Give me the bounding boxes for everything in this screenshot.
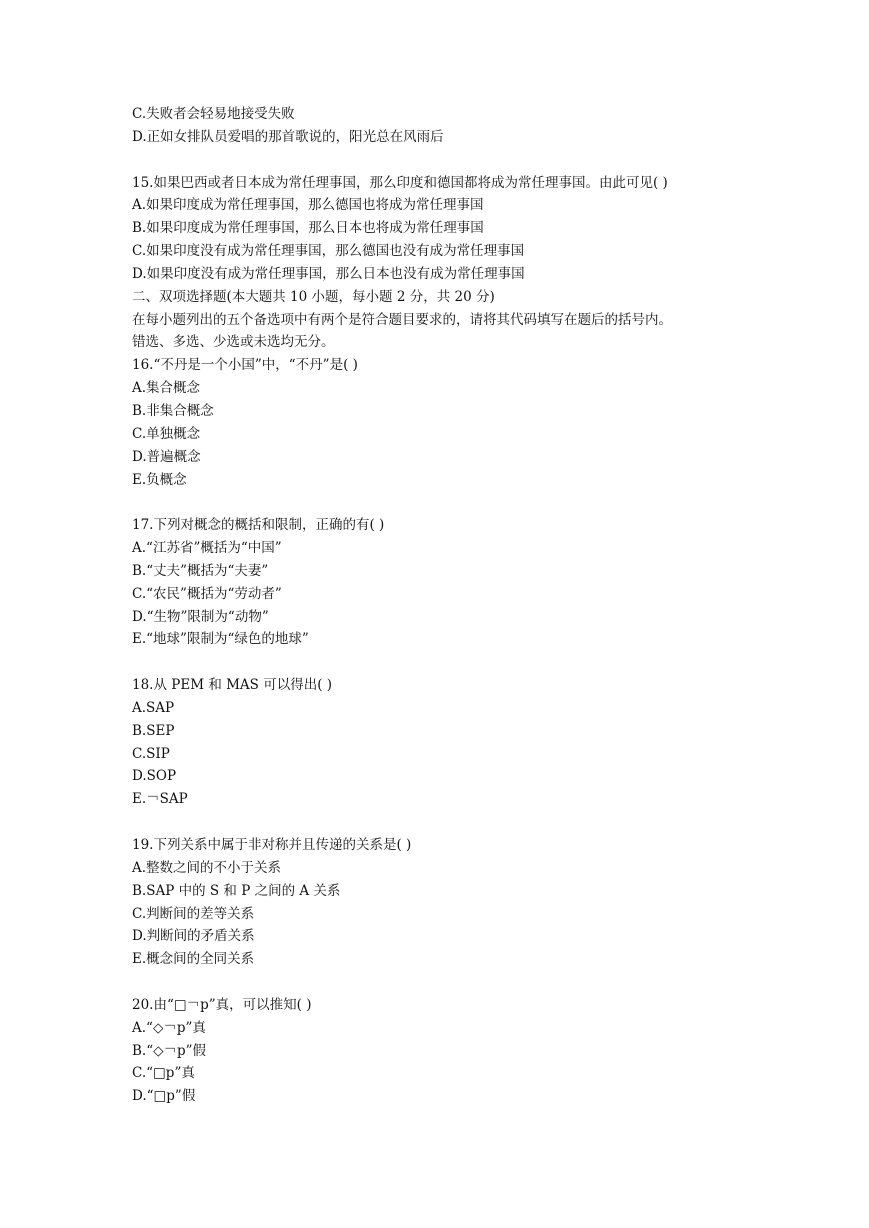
option-19-d: D.判断间的矛盾关系 [132,928,255,945]
option-16-a: A.集合概念 [132,380,201,397]
option-18-c: C.SIP [132,745,170,762]
spacer [132,149,832,172]
option-20-a: A.“◇￢p”真 [132,1019,206,1036]
question-16-stem: 16.“不丹是一个小国”中，“不丹”是( ) [132,357,358,374]
question-20-stem: 20.由“□￢p”真，可以推知( ) [132,996,312,1013]
option-18-a: A.SAP [132,699,175,716]
option-20-c: C.“□p”真 [132,1065,195,1082]
option-19-b: B.SAP 中的 S 和 P 之间的 A 关系 [132,882,341,899]
question-19-stem: 19.下列关系中属于非对称并且传递的关系是( ) [132,837,412,853]
option-15-b: B.如果印度成为常任理事国，那么日本也将成为常任理事国 [132,220,484,237]
spacer [132,971,832,994]
option-16-c: C.单独概念 [132,425,201,442]
option-17-b: B.“丈夫”概括为“夫妻” [132,562,269,579]
option-20-b: B.“◇￢p”假 [132,1042,207,1059]
section-2-instruction-line-1: 在每小题列出的五个备选项中有两个是符合题目要求的，请将其代码填写在题后的括号内。 [132,311,672,328]
option-16-b: B.非集合概念 [132,402,214,419]
question-17-stem: 17.下列对概念的概括和限制，正确的有( ) [132,517,385,534]
option-19-a: A.整数之间的不小于关系 [132,859,282,876]
section-2-heading: 二、双项选择题(本大题共 10 小题，每小题 2 分，共 20 分) [132,288,495,305]
option-20-d: D.“□p”假 [132,1088,196,1105]
option-18-b: B.SEP [132,722,175,739]
option-15-a: A.如果印度成为常任理事国，那么德国也将成为常任理事国 [132,197,484,214]
exam-page [132,103,832,1108]
option-14-c: C.失败者会轻易地接受失败 [132,106,295,122]
spacer [132,811,832,834]
option-17-a: A.“江苏省”概括为“中国” [132,540,282,557]
spacer [132,491,832,514]
option-15-c: C.如果印度没有成为常任理事国，那么德国也没有成为常任理事国 [132,243,525,260]
option-17-c: C.“农民”概括为“劳动者” [132,585,282,602]
spacer [132,651,832,674]
option-17-e: E.“地球”限制为“绿色的地球” [132,631,309,648]
option-19-c: C.判断间的差等关系 [132,905,255,922]
option-15-d: D.如果印度没有成为常任理事国，那么日本也没有成为常任理事国 [132,265,525,282]
question-18-stem: 18.从 PEM 和 MAS 可以得出( ) [132,677,333,694]
option-19-e: E.概念间的全同关系 [132,951,255,968]
option-16-d: D.普遍概念 [132,448,201,465]
question-15-stem: 15.如果巴西或者日本成为常任理事国，那么印度和德国都将成为常任理事国。由此可见( ) [132,174,668,191]
option-18-e: E.￢SAP [132,791,188,808]
option-18-d: D.SOP [132,768,177,785]
option-16-e: E.负概念 [132,471,187,488]
option-17-d: D.“生物”限制为“动物” [132,608,269,625]
section-2-instruction-line-2: 错选、多选、少选或未选均无分。 [132,334,335,351]
option-14-d: D.正如女排队员爱唱的那首歌说的，阳光总在风雨后 [132,128,444,145]
